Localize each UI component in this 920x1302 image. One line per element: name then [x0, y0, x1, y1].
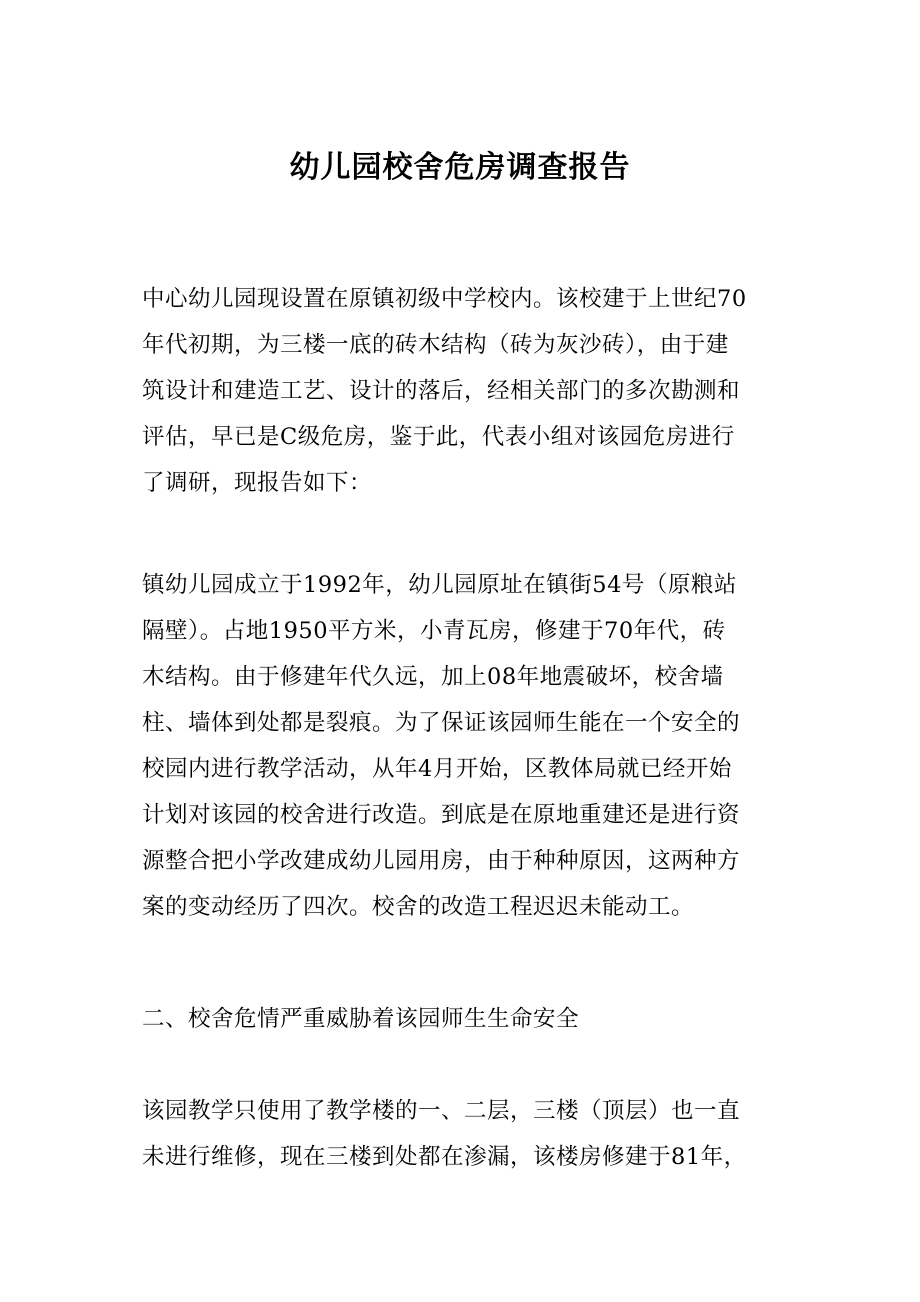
- text-line: 校园内进行教学活动，从年4月开始，区教体局就已经开始: [142, 756, 732, 782]
- text-line: 案的变动经历了四次。校舍的改造工程迟迟未能动工。: [142, 894, 695, 920]
- text-line: 源整合把小学改建成幼儿园用房，由于种种原因，这两种方: [142, 848, 741, 874]
- text-line: 该园教学只使用了教学楼的一、二层，三楼（顶层）也一直: [142, 1098, 741, 1124]
- text-line: 计划对该园的校舍进行改造。到底是在原地重建还是进行资: [142, 802, 741, 828]
- text-line: 镇幼儿园成立于1992年，幼儿园原址在镇街54号（原粮站: [142, 572, 737, 598]
- text-line: 年代初期，为三楼一底的砖木结构（砖为灰沙砖），由于建: [142, 332, 729, 358]
- text-line: 筑设计和建造工艺、设计的落后，经相关部门的多次勘测和: [142, 378, 741, 404]
- text-line: 隔壁）。占地1950平方米，小青瓦房，修建于70年代，砖: [142, 618, 726, 644]
- paragraph-intro: [142, 276, 792, 506]
- text-line: 二、校舍危情严重威胁着该园师生生命安全: [142, 1006, 580, 1032]
- text-line: 中心幼儿园现设置在原镇初级中学校内。该校建于上世纪70: [142, 286, 747, 312]
- text-line: 木结构。由于修建年代久远，加上08年地震破坏，校舍墙: [142, 664, 724, 690]
- paragraph-history: [142, 562, 792, 930]
- text-line: 评估，早已是C级危房，鉴于此，代表小组对该园危房进行: [142, 424, 735, 450]
- document-title: 幼儿园校舍危房调查报告: [289, 150, 631, 185]
- text-line: 了调研，现报告如下：: [142, 470, 373, 496]
- text-line: 未进行维修，现在三楼到处都在渗漏，该楼房修建于81年，: [142, 1144, 747, 1170]
- section-heading: [142, 996, 792, 1042]
- paragraph-danger: [142, 1088, 792, 1180]
- text-line: 柱、墙体到处都是裂痕。为了保证该园师生能在一个安全的: [142, 710, 741, 736]
